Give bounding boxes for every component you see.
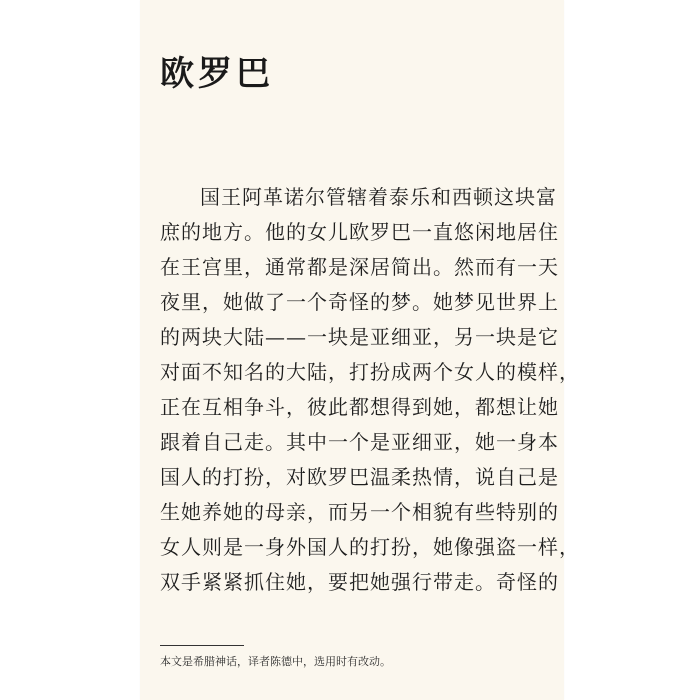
- text-line: 夜里，她做了一个奇怪的梦。她梦见世界上: [160, 290, 559, 314]
- body-paragraph: [160, 180, 580, 600]
- text-line: 庶的地方。他的女儿欧罗巴一直悠闲地居住: [160, 220, 559, 244]
- text-line: 国人的打扮，对欧罗巴温柔热情，说自己是: [160, 465, 559, 489]
- text-line: 生她养她的母亲，而另一个相貌有些特别的: [160, 500, 559, 524]
- text-line: 在王宫里，通常都是深居简出。然而有一天: [160, 255, 559, 279]
- footnote: 本文是希腊神话，译者陈德中，选用时有改动。: [160, 655, 391, 668]
- text-line: 国王阿革诺尔管辖着泰乐和西顿这块富: [200, 185, 557, 209]
- text-line: 的两块大陆——一块是亚细亚，另一块是它: [160, 325, 559, 349]
- page-title: 欧罗巴: [160, 54, 274, 94]
- text-line: 跟着自己走。其中一个是亚细亚，她一身本: [160, 430, 559, 454]
- text-line: 女人则是一身外国人的打扮，她像强盗一样，: [160, 535, 580, 559]
- text-line: 双手紧紧抓住她，要把她强行带走。奇怪的: [160, 570, 559, 594]
- text-line: 正在互相争斗，彼此都想得到她，都想让她: [160, 395, 559, 419]
- book-page: [140, 0, 580, 700]
- footnote-divider: [160, 645, 244, 646]
- text-line: 对面不知名的大陆，打扮成两个女人的模样，: [160, 360, 580, 384]
